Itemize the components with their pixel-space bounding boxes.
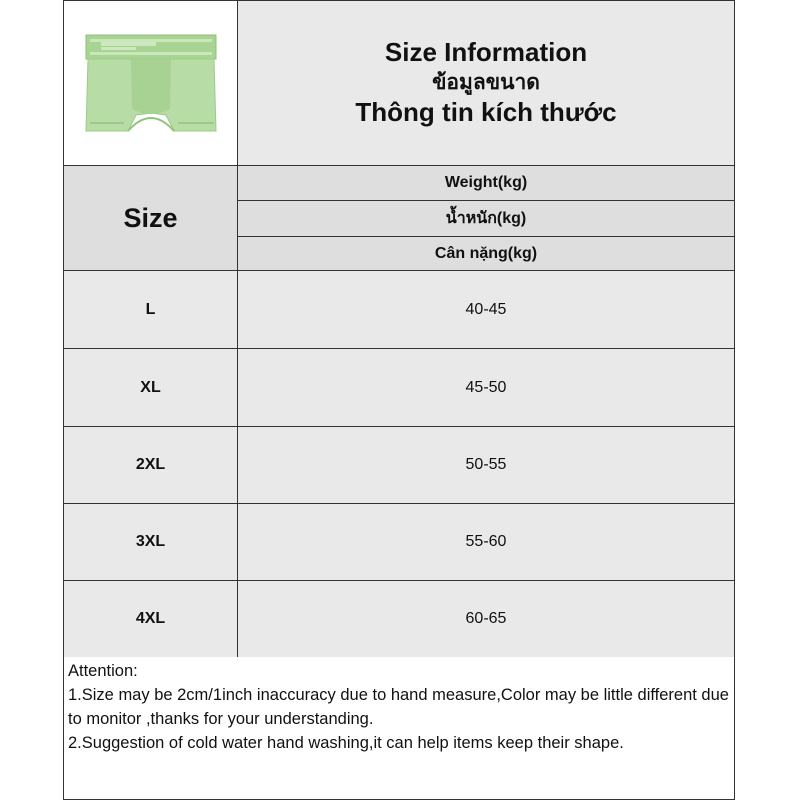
notes-line-2: 2.Suggestion of cold water hand washing,it can help items keep their shape. [68, 734, 624, 752]
size-header: Size [123, 202, 178, 233]
attention-notes [63, 657, 735, 800]
weight-header-th-cell [237, 200, 735, 237]
table-row-size [63, 270, 238, 349]
table-row-size [63, 348, 238, 427]
product-image-cell [63, 0, 238, 166]
weight-value: 50-55 [465, 456, 507, 473]
table-row-size [63, 503, 238, 581]
weight-header-en: Weight(kg) [444, 174, 528, 191]
weight-header-th: น้ำหนัก(kg) [445, 210, 527, 227]
weight-header-vi: Cân nặng(kg) [434, 244, 538, 262]
weight-value: 40-45 [465, 300, 507, 318]
table-row-weight [237, 426, 735, 504]
notes-line-1: 1.Size may be 2cm/1inch inaccuracy due to hand measure,Color may be little different due to monitor ,thanks for your understanding. [68, 686, 729, 728]
weight-value: 45-50 [465, 378, 507, 396]
size-label: XL [140, 378, 161, 396]
table-row-weight [237, 348, 735, 427]
header-title-cell [237, 0, 735, 166]
size-label: 3XL [135, 533, 166, 550]
size-label: 4XL [135, 610, 166, 627]
green-boxer-briefs-image [76, 23, 226, 143]
table-row-weight [237, 270, 735, 349]
table-row-size [63, 426, 238, 504]
table-row-weight [237, 580, 735, 658]
table-row-weight [237, 503, 735, 581]
weight-header-vi-cell [237, 236, 735, 271]
title-thai: ข้อมูลขนาด [432, 70, 540, 94]
title-vietnamese: Thông tin kích thước [355, 97, 617, 127]
size-header-cell [63, 165, 238, 271]
size-label: 2XL [135, 456, 166, 473]
weight-value: 55-60 [465, 533, 507, 550]
weight-header-en-cell [237, 165, 735, 201]
title-english: Size Information [384, 37, 588, 68]
notes-heading: Attention: [68, 662, 138, 680]
table-row-size [63, 580, 238, 658]
size-label: L [145, 300, 156, 318]
weight-value: 60-65 [465, 610, 507, 627]
